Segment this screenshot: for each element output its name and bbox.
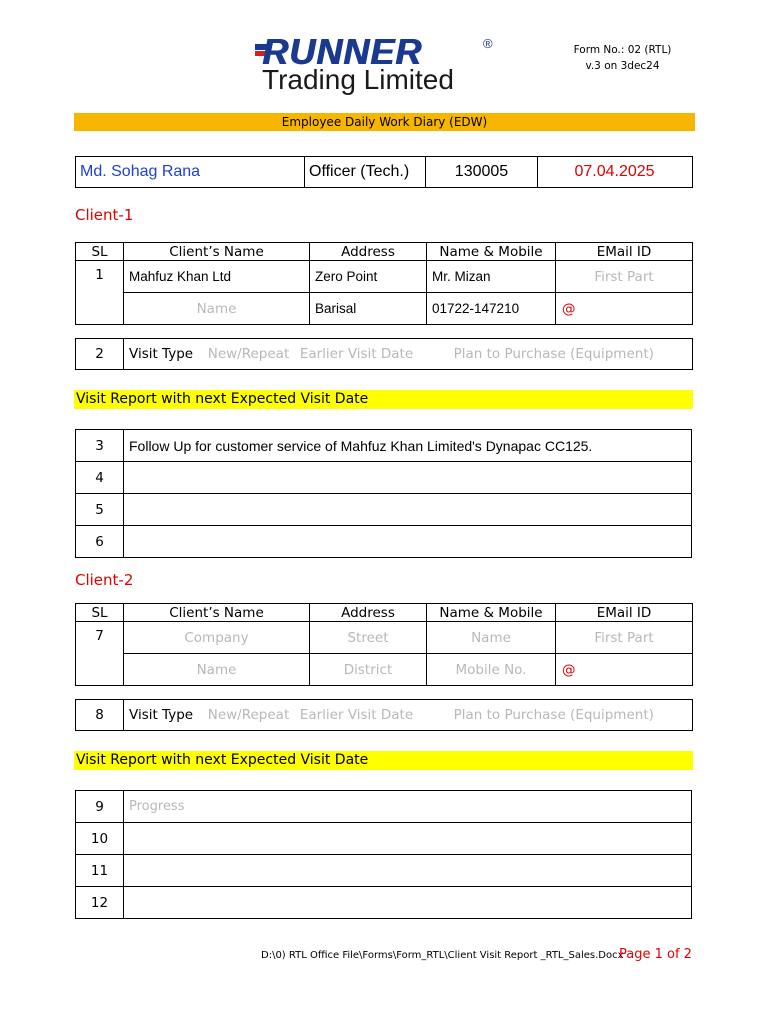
client-1-new-repeat-field[interactable]: New/Repeat xyxy=(200,339,298,370)
header-email: EMail ID xyxy=(556,243,693,261)
table-row xyxy=(76,823,692,855)
client-1-person-name-field[interactable]: Name xyxy=(124,293,310,325)
table-row xyxy=(76,462,692,494)
client-2-street-field[interactable]: Street xyxy=(310,622,427,654)
client-1-visit-report-table xyxy=(75,429,692,558)
client-2-visit-report-heading: Visit Report with next Expected Visit Date xyxy=(74,751,693,770)
header-name-mobile: Name & Mobile xyxy=(427,604,556,622)
employee-info-row xyxy=(75,156,693,188)
client-1-visit-report-heading: Visit Report with next Expected Visit Date xyxy=(74,390,693,409)
client-1-plan-purchase-field[interactable]: Plan to Purchase (Equipment) xyxy=(416,339,693,370)
form-number: Form No.: 02 (RTL) xyxy=(573,44,672,56)
report-row-text-field[interactable] xyxy=(124,462,692,494)
client-2-heading: Client-2 xyxy=(75,571,134,589)
client-1-mobile-field[interactable]: 01722-147210 xyxy=(427,293,556,325)
report-row-sl: 4 xyxy=(76,462,124,494)
report-row-sl: 11 xyxy=(76,855,124,887)
client-2-person-name-field[interactable]: Name xyxy=(124,654,310,686)
client-2-email-field[interactable]: First Part xyxy=(556,622,693,654)
client-2-new-repeat-field[interactable]: New/Repeat xyxy=(200,700,298,731)
client-1-company-field[interactable]: Mahfuz Khan Ltd xyxy=(124,261,310,293)
client-2-plan-purchase-field[interactable]: Plan to Purchase (Equipment) xyxy=(416,700,693,731)
visit-type-label: Visit Type xyxy=(124,700,200,731)
client-1-visit-sl: 2 xyxy=(76,339,124,370)
report-row-text-field[interactable] xyxy=(124,494,692,526)
client-2-earlier-visit-field[interactable]: Earlier Visit Date xyxy=(298,700,416,731)
form-title: Employee Daily Work Diary (EDW) xyxy=(74,113,695,131)
header-sl: SL xyxy=(76,604,124,622)
table-row xyxy=(76,791,692,823)
header-email: EMail ID xyxy=(556,604,693,622)
employee-name-field[interactable]: Md. Sohag Rana xyxy=(76,157,305,187)
client-1-sl: 1 xyxy=(76,261,124,325)
client-2-visit-report-table xyxy=(75,790,692,919)
report-row-sl: 12 xyxy=(76,887,124,919)
report-row-text-field[interactable] xyxy=(124,526,692,558)
client-2-table xyxy=(75,603,693,686)
table-row xyxy=(76,855,692,887)
client-2-sl: 7 xyxy=(76,622,124,686)
report-row-text-field[interactable]: Progress xyxy=(124,791,692,823)
employee-id-field[interactable]: 130005 xyxy=(426,157,538,187)
table-row xyxy=(76,494,692,526)
client-1-visit-type-row xyxy=(75,338,693,370)
header-address: Address xyxy=(310,243,427,261)
client-2-visit-sl: 8 xyxy=(76,700,124,731)
table-row xyxy=(76,526,692,558)
client-1-email-domain-field[interactable]: @ xyxy=(556,293,693,325)
header-client-name: Client’s Name xyxy=(124,243,310,261)
date-field[interactable]: 07.04.2025 xyxy=(574,163,655,180)
client-1-street-field[interactable]: Zero Point xyxy=(310,261,427,293)
brand-name: RUNNER xyxy=(262,31,423,72)
report-row-sl: 6 xyxy=(76,526,124,558)
report-row-text-field[interactable] xyxy=(124,855,692,887)
brand-subtitle: Trading Limited xyxy=(262,64,454,95)
form-number-block xyxy=(560,42,685,74)
client-2-contact-name-field[interactable]: Name xyxy=(427,622,556,654)
employee-designation-field[interactable]: Officer (Tech.) xyxy=(305,157,426,187)
table-row xyxy=(76,887,692,919)
header-client-name: Client’s Name xyxy=(124,604,310,622)
header-address: Address xyxy=(310,604,427,622)
client-2-company-field[interactable]: Company xyxy=(124,622,310,654)
report-row-text-field[interactable] xyxy=(124,823,692,855)
report-row-text-field[interactable]: Follow Up for customer service of Mahfuz Khan Limited's Dynapac CC125. xyxy=(124,430,692,462)
client-2-visit-type-row xyxy=(75,699,693,731)
brand-registered-mark: ® xyxy=(483,36,493,51)
header-name-mobile: Name & Mobile xyxy=(427,243,556,261)
visit-type-label: Visit Type xyxy=(124,339,200,370)
form-version: v.3 on 3dec24 xyxy=(585,60,660,72)
header-sl: SL xyxy=(76,243,124,261)
report-row-sl: 9 xyxy=(76,791,124,823)
footer-file-path: D:\0) RTL Office File\Forms\Form_RTL\Client Visit Report _RTL_Sales.Docx xyxy=(261,950,624,961)
report-row-text-field[interactable] xyxy=(124,887,692,919)
report-row-sl: 10 xyxy=(76,823,124,855)
table-row xyxy=(76,430,692,462)
client-1-heading: Client-1 xyxy=(75,206,134,224)
report-row-sl: 5 xyxy=(76,494,124,526)
client-1-table xyxy=(75,242,693,325)
client-2-mobile-field[interactable]: Mobile No. xyxy=(427,654,556,686)
client-1-email-field[interactable]: First Part xyxy=(556,261,693,293)
report-row-sl: 3 xyxy=(76,430,124,462)
footer-page-number: Page 1 of 2 xyxy=(619,947,692,962)
client-1-contact-name-field[interactable]: Mr. Mizan xyxy=(427,261,556,293)
client-2-email-domain-field[interactable]: @ xyxy=(556,654,693,686)
client-1-district-field[interactable]: Barisal xyxy=(310,293,427,325)
client-2-district-field[interactable]: District xyxy=(310,654,427,686)
client-1-earlier-visit-field[interactable]: Earlier Visit Date xyxy=(298,339,416,370)
